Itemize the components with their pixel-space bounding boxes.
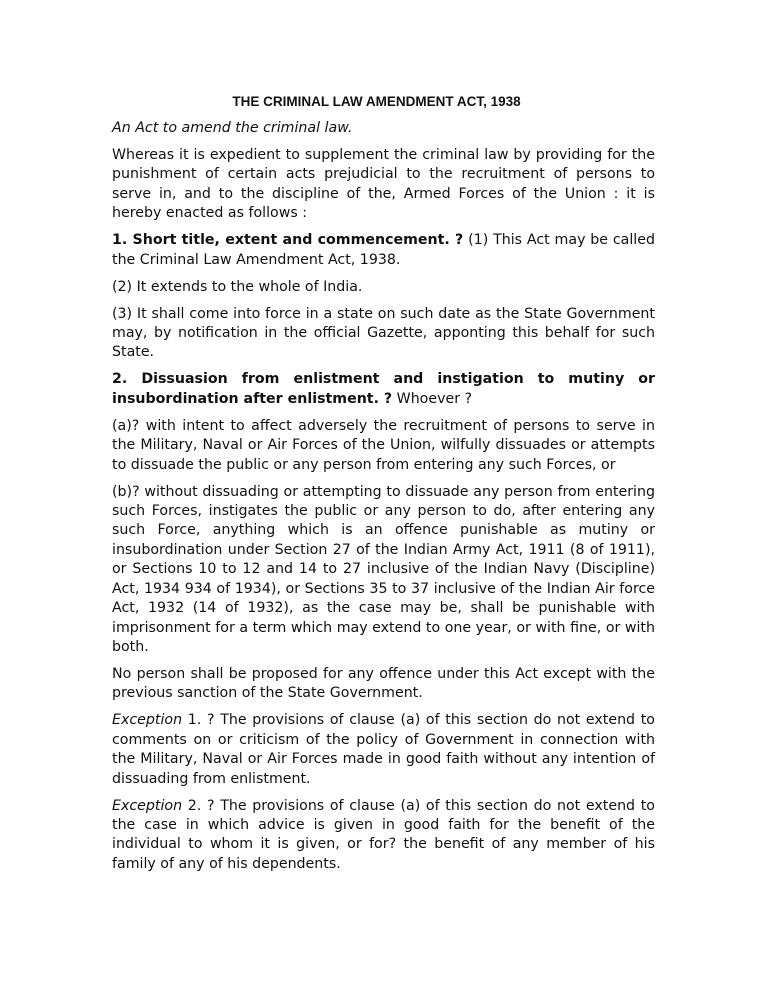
section-1-clause-1-text: (1) This Act may be called the Criminal Law Amendment Act, 1938. — [112, 232, 655, 268]
section-2-exception-1 — [112, 711, 655, 789]
section-1-clause-3: (3) It shall come into force in a state on such date as the State Government may, by notification in the official Gazette, apponting this behalf for such State. — [112, 305, 655, 361]
preamble: Whereas it is expedient to supplement the criminal law by providing for the punishment of certain acts prejudicial to the recruitment of persons to serve in, and to the discipline of the, Armed Forces of the Union : it is hereby enacted as follows : — [112, 147, 655, 222]
section-2-heading-paragraph — [112, 370, 655, 409]
section-2-clause-a: (a)? with intent to affect adversely the recruitment of persons to serve in the Military, Naval or Air Forces of the Union, wilfully dissuades or attempts to dissuade the public or any person from entering any such Forces, or — [112, 417, 655, 473]
section-1-clause-1 — [112, 231, 655, 270]
section-2-exception-2 — [112, 797, 655, 875]
document-page — [112, 93, 655, 882]
section-2-intro: Whoever ? — [392, 390, 473, 407]
section-2-heading: 2. Dissuasion from enlistment and instigation to mutiny or insubordination after enlistment. ? — [112, 371, 655, 407]
section-1-heading: 1. Short title, extent and commencement. ? — [112, 232, 464, 249]
document-title: THE CRIMINAL LAW AMENDMENT ACT, 1938 — [232, 94, 521, 109]
section-2-sanction: No person shall be proposed for any offence under this Act except with the previous sanction of the State Government. — [112, 665, 655, 702]
section-2-clause-b: (b)? without dissuading or attempting to dissuade any person from entering such Forces, instigates the public or any person to do, after entering any such Force, anything which is an offence punishable as mutiny or insubordination under Section 27 of the Indian Army Act, 1911 (8 of 1911), or Sections 10 to 12 and 14 to 27 inclusive of the Indian Navy (Discipline) Act, 1934 934 of 1934), or Sections 35 to 37 inclusive of the Indian Air force Act, 1932 (14 of 1932), as the case may be, shall be punishable with imprisonment for a term which may extend to one year, or with fine, or with both. — [112, 483, 655, 655]
exception-2-label: Exception — [112, 797, 183, 814]
exception-2-text: 2. ? The provisions of clause (a) of this section do not extend to the case in which advice is given in good faith for the benefit of the individual to whom it is given, or for? the benefit of any member of his family of any of his dependents. — [112, 797, 655, 872]
document-subtitle: An Act to amend the criminal law. — [112, 120, 353, 136]
section-1-clause-2: (2) It extends to the whole of India. — [112, 278, 363, 295]
exception-1-label: Exception — [112, 712, 183, 729]
exception-1-text: 1. ? The provisions of clause (a) of this section do not extend to comments on or criticism of the policy of Government in connection with the Military, Naval or Air Forces made in good faith without any intention of dissuading from enlistment. — [112, 712, 655, 787]
